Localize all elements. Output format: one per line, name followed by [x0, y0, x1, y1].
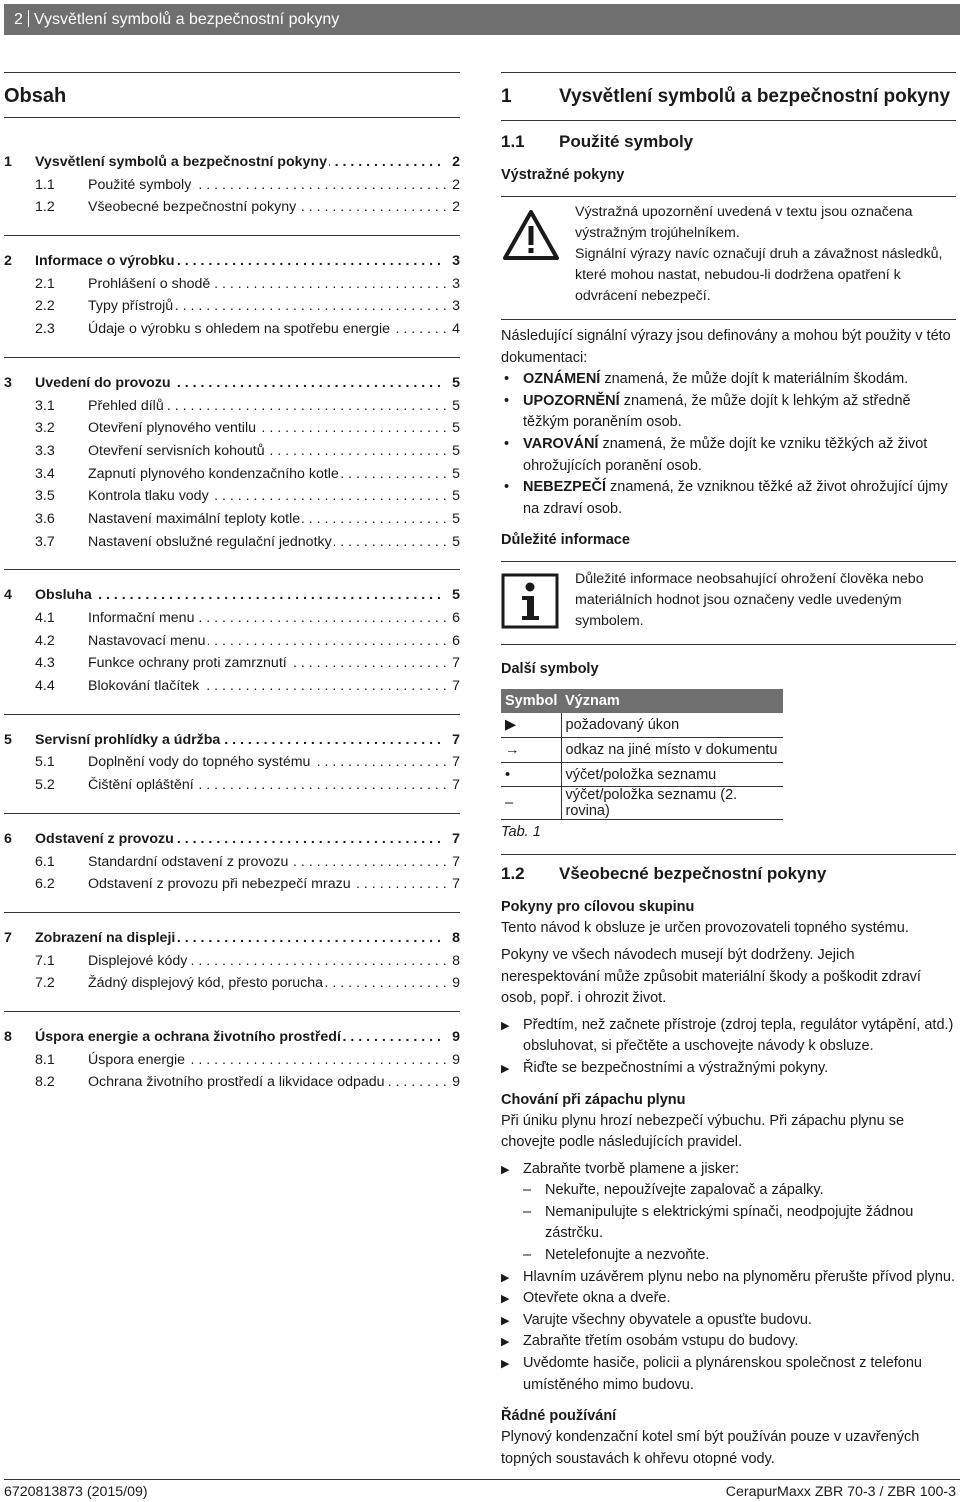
toc-entry-number: 8: [4, 1028, 12, 1045]
footer-product-name: CerapurMaxx ZBR 70-3 / ZBR 100-3: [725, 1484, 956, 1500]
toc-entry-label: Úspora energie a ochrana životního prostředí . . .: [35, 1026, 446, 1049]
toc-entry-number: 5.1: [35, 754, 55, 771]
toc-entry-label: Servisní prohlídky a údržba . . .: [35, 729, 446, 752]
list-item: ▶ Zabraňte tvorbě plamene a jisker:: [501, 1159, 956, 1181]
list-item: – Netelefonujte a nezvoňte.: [501, 1245, 956, 1267]
table-cell-symbol: ▶: [501, 713, 561, 738]
toc-entry-page: 3: [446, 273, 460, 296]
info-heading: Důležité informace: [501, 532, 630, 549]
main-content: [501, 72, 956, 1470]
list-item: – Nemanipulujte s elektrickými spínači, neodpojujte žádnou zástrčku.: [501, 1202, 956, 1245]
other-symbols-heading: Další symboly: [501, 661, 599, 678]
toc-entry-label: Nastavení obslužné regulační jednotky . . .: [88, 531, 446, 554]
gas-sub-list: [501, 1180, 956, 1266]
toc-entry-label: Displejové kódy . . .: [88, 950, 446, 973]
toc-entry[interactable]: [4, 295, 460, 318]
toc-entry-number: 2.3: [35, 321, 55, 338]
toc-entry-page: 8: [446, 927, 460, 950]
toc-entry-page: 2: [446, 196, 460, 219]
toc-entry-number: 4.2: [35, 632, 55, 649]
warning-note-text-2: Signální výrazy navíc označují druh a závažnost následků, které mohou nastat, nebudou-li dodržena opatření k odvrácení nebezpečí.: [575, 246, 943, 304]
target-paragraph-1: Tento návod k obsluze je určen provozovateli topného systému.: [501, 920, 909, 937]
page-header: [4, 4, 960, 35]
toc-entry-label: Údaje o výrobku s ohledem na spotřebu energie . . .: [88, 318, 446, 341]
table-caption: Tab. 1: [501, 824, 541, 841]
toc-entry-label: Vysvětlení symbolů a bezpečnostní pokyny . . .: [35, 151, 446, 174]
toc-entry-label: Obsluha . . .: [35, 584, 446, 607]
toc-entry-number: 4.4: [35, 678, 55, 695]
footer-document-number: 6720813873 (2015/09): [4, 1484, 148, 1500]
toc-entry-label: Doplnění vody do topného systému . . .: [88, 751, 446, 774]
warning-note: [501, 196, 956, 320]
toc-entry-number: 2.2: [35, 298, 55, 315]
toc-entry-label: Uvedení do provozu . . .: [35, 372, 446, 395]
list-item: – Nekuřte, nepoužívejte zapalovač a zápalky.: [501, 1180, 956, 1202]
target-action-list: [501, 1015, 956, 1080]
signal-word-item: • VAROVÁNÍ znamená, že může dojít ke vzniku těžkých až život ohrožujících poranění osob.: [501, 434, 956, 477]
toc-entry-page: 9: [446, 972, 460, 995]
toc-entry-label: Funkce ochrany proti zamrznutí . . .: [88, 652, 446, 675]
section-heading-1: 1 Vysvětlení symbolů a bezpečnostní pokyny: [501, 86, 951, 107]
gas-action-list-2: [501, 1267, 956, 1397]
toc-group: [4, 912, 460, 1011]
info-note-text: Důležité informace neobsahující ohrožení člověka nebo materiálních hodnot jsou označeny vedle uvedeným symbolem.: [575, 571, 924, 630]
toc-entry-page: 9: [446, 1026, 460, 1049]
toc-entry-page: 7: [446, 751, 460, 774]
target-paragraph-2: Pokyny ve všech návodech musejí být dodrženy. Jejich nerespektování může způsobit materiální škody a poškodit zdraví osob, popř. i ohrozit život.: [501, 946, 921, 1007]
toc-entry[interactable]: [4, 174, 460, 197]
toc-entry-page: 3: [446, 295, 460, 318]
signal-intro: Následující signální výrazy jsou definovány a mohou být použity v této dokumentaci:: [501, 328, 951, 366]
toc-entry-label: Otevření plynového ventilu . . .: [88, 417, 446, 440]
toc-entry[interactable]: [4, 584, 460, 607]
toc-entry[interactable]: [4, 774, 460, 797]
toc-entry-label: Ochrana životního prostředí a likvidace odpadu . . .: [88, 1071, 446, 1094]
toc-entry-page: 5: [446, 417, 460, 440]
table-row: [501, 762, 783, 787]
footer-rule: [4, 1479, 960, 1480]
toc-entry-number: 3.5: [35, 488, 55, 505]
signal-word-list: [501, 369, 956, 520]
toc-entry[interactable]: [4, 751, 460, 774]
table-cell-symbol: –: [501, 787, 561, 820]
toc-entry[interactable]: [4, 1071, 460, 1094]
toc-entry[interactable]: [4, 485, 460, 508]
toc-entry-label: Kontrola tlaku vody . . .: [88, 485, 446, 508]
toc-entry-label: Odstavení z provozu při nebezpečí mrazu . . .: [88, 873, 446, 896]
toc-entry-page: 5: [446, 463, 460, 486]
table-cell-symbol: •: [501, 762, 561, 787]
toc-entry-label: Informace o výrobku . . .: [35, 250, 446, 273]
table-cell-meaning: odkaz na jiné místo v dokumentu: [561, 738, 783, 763]
list-item: ▶ Řiďte se bezpečnostními a výstražnými pokyny.: [501, 1058, 956, 1080]
gas-paragraph: Při úniku plynu hrozí nebezpečí výbuchu. Při zápachu plynu se chovejte podle následujících pravidel.: [501, 1112, 905, 1151]
toc-entry-label: Všeobecné bezpečnostní pokyny . . .: [88, 196, 446, 219]
symbols-table: [501, 689, 783, 820]
table-cell-meaning: výčet/položka seznamu (2. rovina): [561, 787, 783, 820]
toc-entry-label: Typy přístrojů . . .: [88, 295, 446, 318]
toc-entry-page: 5: [446, 395, 460, 418]
toc-entry[interactable]: [4, 630, 460, 653]
toc-entry-label: Prohlášení o shodě . . .: [88, 273, 446, 296]
toc-entry-label: Informační menu . . .: [88, 607, 446, 630]
toc-entry[interactable]: [4, 196, 460, 219]
toc-entry-number: 4.3: [35, 655, 55, 672]
toc-entry[interactable]: [4, 1026, 460, 1049]
toc-entry-number: 3: [4, 374, 12, 391]
header-title: Vysvětlení symbolů a bezpečnostní pokyny: [33, 11, 340, 28]
toc-body: [4, 118, 460, 1110]
toc-entry-label: Odstavení z provozu . . .: [35, 828, 446, 851]
toc-entry-page: 5: [446, 372, 460, 395]
list-item: ▶ Varujte všechny obyvatele a opusťte budovu.: [501, 1310, 956, 1332]
toc-entry-page: 7: [446, 828, 460, 851]
list-item: ▶ Předtím, než začnete přístroje (zdroj tepla, regulátor vytápění, atd.) obsluhovat, si přečtěte a uschovejte návody k obsluze.: [501, 1015, 956, 1058]
toc-entry-number: 3.3: [35, 442, 55, 459]
table-row: [501, 787, 783, 820]
table-cell-meaning: výčet/položka seznamu: [561, 762, 783, 787]
target-group-heading: Pokyny pro cílovou skupinu: [501, 899, 695, 916]
section-heading-1-2: 1.2 Všeobecné bezpečnostní pokyny: [501, 864, 827, 884]
toc-entry-label: Nastavení maximální teploty kotle . . .: [88, 508, 446, 531]
toc-entry-label: Otevření servisních kohoutů . . .: [88, 440, 446, 463]
table-cell-meaning: požadovaný úkon: [561, 713, 783, 738]
list-item: ▶ Hlavním uzávěrem plynu nebo na plynoměru přerušte přívod plynu.: [501, 1267, 956, 1289]
toc-entry-page: 7: [446, 851, 460, 874]
table-header-symbol: Symbol: [501, 689, 561, 713]
toc-group: [4, 813, 460, 912]
toc-entry[interactable]: [4, 318, 460, 341]
toc-entry-number: 1.1: [35, 176, 55, 193]
toc-entry[interactable]: [4, 607, 460, 630]
table-cell-symbol: →: [501, 738, 561, 763]
toc-entry-number: 7.2: [35, 975, 55, 992]
toc-entry-page: 7: [446, 652, 460, 675]
toc-entry-number: 6: [4, 830, 12, 847]
gas-heading: Chování při zápachu plynu: [501, 1091, 686, 1108]
toc-entry-number: 6.2: [35, 876, 55, 893]
toc-group: [4, 569, 460, 713]
toc-entry-page: 5: [446, 508, 460, 531]
toc-entry[interactable]: [4, 873, 460, 896]
toc-entry[interactable]: [4, 675, 460, 698]
toc-entry[interactable]: [4, 950, 460, 973]
toc-entry-label: Čištění opláštění . . .: [88, 774, 446, 797]
toc-entry[interactable]: [4, 508, 460, 531]
toc-group: [4, 235, 460, 357]
toc-entry-page: 5: [446, 485, 460, 508]
use-heading: Řádné používání: [501, 1408, 617, 1425]
list-item: ▶ Zabraňte třetím osobám vstupu do budovy.: [501, 1331, 956, 1353]
toc-entry-number: 7: [4, 929, 12, 946]
table-header-meaning: Význam: [561, 689, 783, 713]
toc-title: Obsah: [4, 85, 67, 107]
toc-entry-number: 4: [4, 587, 12, 604]
toc-group: [4, 1011, 460, 1110]
info-note: [501, 561, 956, 645]
toc-entry-label: Zapnutí plynového kondenzačního kotle . . .: [88, 463, 446, 486]
warning-triangle-icon: [501, 208, 559, 267]
toc-entry-label: Žádný displejový kód, přesto porucha . . .: [88, 972, 446, 995]
toc-entry-page: 3: [446, 250, 460, 273]
toc-entry[interactable]: [4, 417, 460, 440]
toc-entry-label: Úspora energie . . .: [88, 1049, 446, 1072]
toc-group: [4, 118, 460, 235]
toc-entry-label: Standardní odstavení z provozu . . .: [88, 851, 446, 874]
toc-entry-number: 5.2: [35, 777, 55, 794]
toc-entry-page: 9: [446, 1071, 460, 1094]
use-paragraph: Plynový kondenzační kotel smí být používán pouze v uzavřených topných soustavách k ohřevu otopné vody.: [501, 1429, 920, 1467]
toc-entry-number: 2: [4, 253, 12, 270]
toc-entry-number: 1.2: [35, 199, 55, 216]
toc-entry[interactable]: [4, 440, 460, 463]
table-row: [501, 713, 783, 738]
toc-entry-page: 7: [446, 729, 460, 752]
toc-entry-page: 7: [446, 675, 460, 698]
toc-entry-number: 7.1: [35, 952, 55, 969]
toc-entry-page: 5: [446, 584, 460, 607]
toc-entry[interactable]: [4, 395, 460, 418]
toc-entry[interactable]: [4, 972, 460, 995]
toc-entry-label: Zobrazení na displeji . . .: [35, 927, 446, 950]
signal-word-item: • UPOZORNĚNÍ znamená, že může dojít k lehkým až středně těžkým poraněním osob.: [501, 391, 956, 434]
header-page-number: 2: [14, 11, 23, 28]
toc-entry-number: 8.2: [35, 1074, 55, 1091]
toc-entry-number: 4.1: [35, 610, 55, 626]
toc-group: [4, 357, 460, 570]
toc-entry-page: 5: [446, 440, 460, 463]
toc-entry-label: Nastavovací menu . . .: [88, 630, 446, 653]
toc-entry-page: 2: [446, 151, 460, 174]
list-item: ▶ Otevřete okna a dveře.: [501, 1288, 956, 1310]
gas-action-list-1: [501, 1159, 956, 1181]
toc-entry[interactable]: [4, 828, 460, 851]
toc-entry[interactable]: [4, 531, 460, 554]
toc-entry[interactable]: [4, 463, 460, 486]
toc-entry-number: 2.1: [35, 275, 55, 292]
toc-entry-page: 7: [446, 873, 460, 896]
toc-entry-label: Použité symboly . . .: [88, 174, 446, 197]
warning-note-text-1: Výstražná upozornění uvedená v textu jsou označena výstražným trojúhelníkem.: [575, 204, 913, 241]
toc-group: [4, 714, 460, 813]
toc-entry-page: 5: [446, 531, 460, 554]
toc-entry-page: 6: [446, 630, 460, 653]
toc-entry-number: 3.1: [35, 397, 55, 414]
toc-entry[interactable]: [4, 1049, 460, 1072]
toc-entry[interactable]: [4, 652, 460, 675]
toc-entry-page: 6: [446, 607, 460, 630]
signal-word-item: • NEBEZPEČÍ znamená, že vzniknou těžké až život ohrožující újmy na zdraví osob.: [501, 477, 956, 520]
toc-entry-number: 3.4: [35, 465, 55, 482]
toc-entry-number: 3.2: [35, 420, 55, 437]
toc-entry-number: 6.1: [35, 853, 55, 870]
table-row: [501, 738, 783, 763]
toc-entry-number: 8.1: [35, 1051, 55, 1068]
toc-entry-page: 4: [446, 318, 460, 341]
toc-entry-number: 3.7: [35, 533, 55, 550]
toc-entry-page: 7: [446, 774, 460, 797]
info-icon: [501, 573, 559, 634]
toc-entry-label: Přehled dílů . . .: [88, 395, 446, 418]
toc-entry-page: 9: [446, 1049, 460, 1072]
toc-entry-number: 5: [4, 731, 12, 748]
toc-entry[interactable]: [4, 250, 460, 273]
toc-entry[interactable]: [4, 729, 460, 752]
toc-entry[interactable]: [4, 151, 460, 174]
toc-entry[interactable]: [4, 372, 460, 395]
table-of-contents: [4, 72, 460, 1110]
toc-entry-page: 8: [446, 950, 460, 973]
toc-entry-number: 1: [4, 154, 12, 170]
toc-entry[interactable]: [4, 851, 460, 874]
toc-entry-label: Blokování tlačítek . . .: [88, 675, 446, 698]
toc-entry[interactable]: [4, 273, 460, 296]
warnings-heading: Výstražné pokyny: [501, 167, 625, 183]
section-heading-1-1: 1.1 Použité symboly: [501, 132, 694, 151]
toc-entry-number: 3.6: [35, 510, 55, 527]
toc-entry-page: 2: [446, 174, 460, 197]
list-item: ▶ Uvědomte hasiče, policii a plynárenskou společnost z telefonu umístěného mimo budovu.: [501, 1353, 956, 1396]
toc-entry[interactable]: [4, 927, 460, 950]
signal-word-item: • OZNÁMENÍ znamená, že může dojít k materiálním škodám.: [501, 369, 956, 391]
